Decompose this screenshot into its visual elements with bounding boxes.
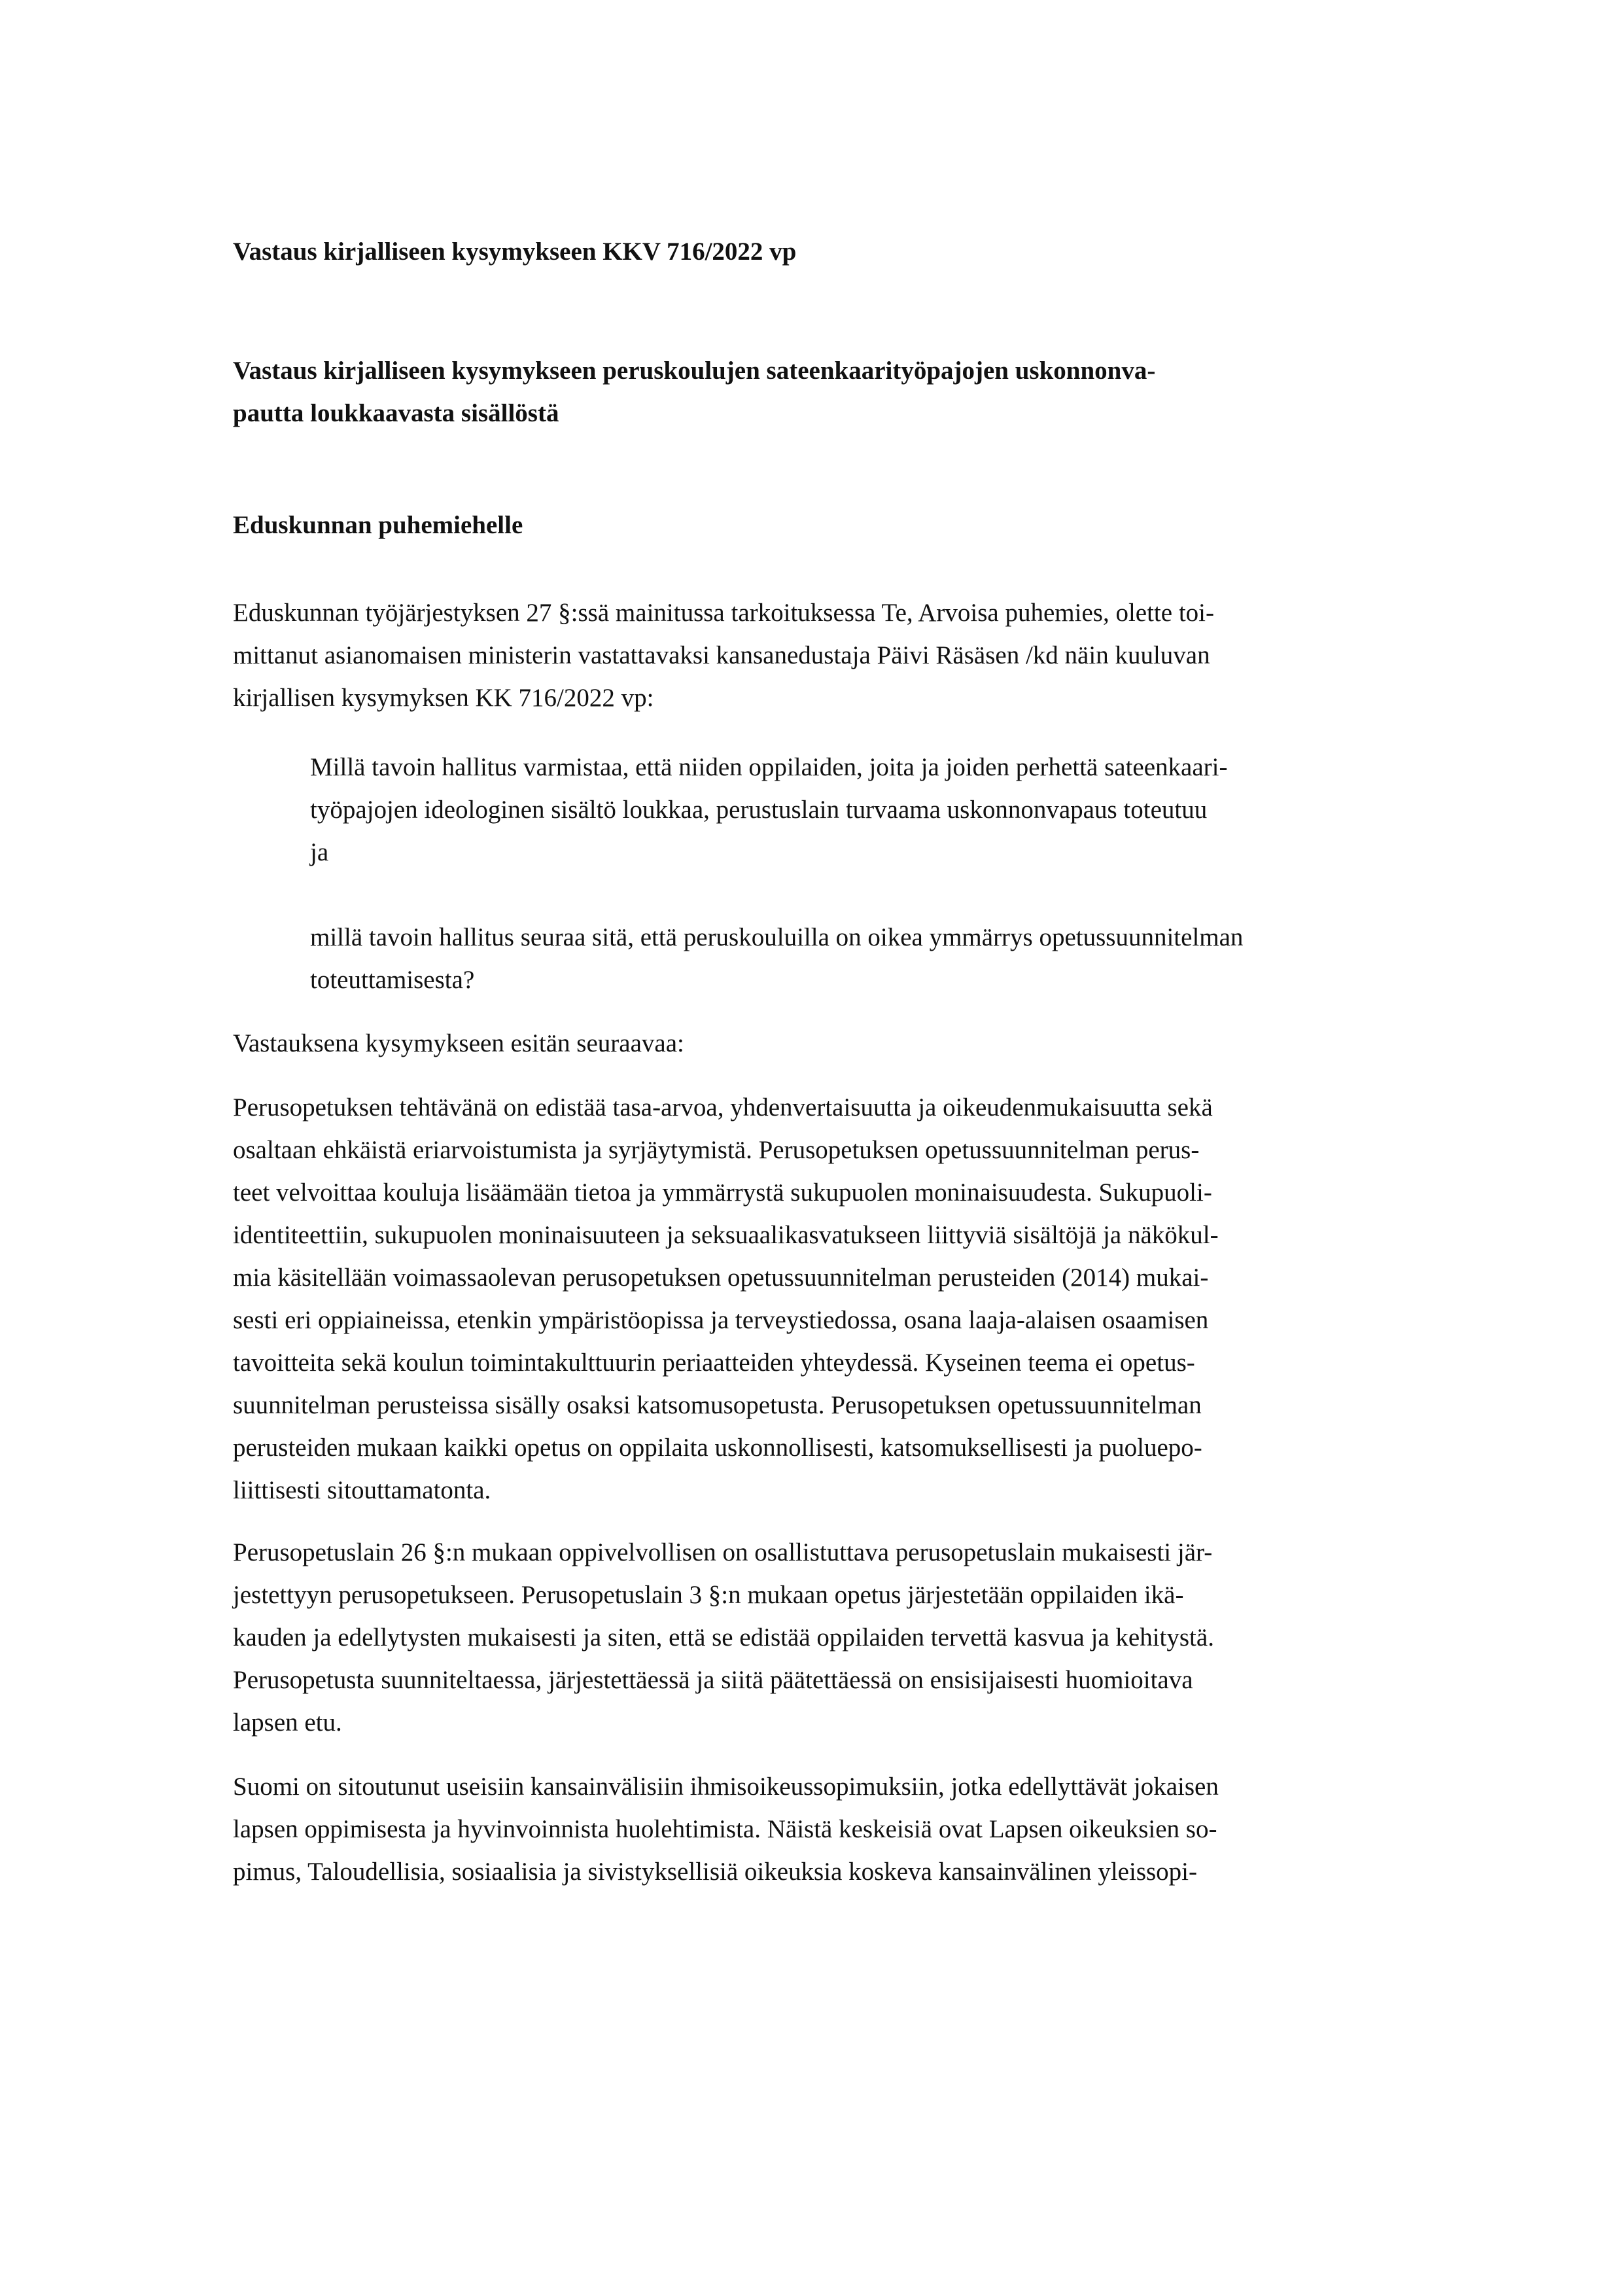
paragraph-line: osaltaan ehkäistä eriarvoistumista ja syrjäytymistä. Perusopetuksen opetussuunnitelman perus- [233,1136,1200,1164]
paragraph-1 [233,1086,1397,1511]
paragraph-line: mia käsitellään voimassaolevan perusopetuksen opetussuunnitelman perusteiden (2014) mukai- [233,1263,1209,1292]
document-subtitle [233,349,1397,434]
question-line: millä tavoin hallitus seuraa sitä, että peruskouluilla on oikea ymmärrys opetussuunnitelman [310,923,1244,951]
paragraph-3 [233,1765,1397,1893]
paragraph-line: identiteettiin, sukupuolen moninaisuuteen ja seksuaalikasvatukseen liittyviä sisältöjä ja näkökul- [233,1221,1219,1249]
paragraph-line: pimus, Taloudellisia, sosiaalisia ja sivistyksellisiä oikeuksia koskeva kansainvälinen yleissopi- [233,1858,1198,1886]
paragraph-line: suunnitelman perusteissa sisälly osaksi katsomusopetusta. Perusopetuksen opetussuunnitelman [233,1391,1202,1419]
question-line: työpajojen ideologinen sisältö loukkaa, perustuslain turvaama uskonnonvapaus toteutuu [310,796,1208,824]
paragraph-2 [233,1531,1397,1744]
paragraph-line: tavoitteita sekä koulun toimintakulttuurin periaatteiden yhteydessä. Kyseinen teema ei opetus- [233,1349,1195,1377]
question-line: Millä tavoin hallitus varmistaa, että niiden oppilaiden, joita ja joiden perhettä sateenkaari- [310,753,1228,781]
paragraph-line: Suomi on sitoutunut useisiin kansainvälisiin ihmisoikeussopimuksiin, jotka edellyttävät jokaisen [233,1773,1219,1801]
intro-paragraph [233,592,1397,719]
paragraph-line: Perusopetuslain 26 §:n mukaan oppivelvollisen on osallistuttava perusopetuslain mukaisesti jär- [233,1538,1213,1566]
paragraph-line: kauden ja edellytysten mukaisesti ja siten, että se edistää oppilaiden tervettä kasvua ja kehitystä. [233,1623,1214,1651]
paragraph-line: lapsen etu. [233,1708,342,1737]
question-1-quote [310,746,1422,874]
document-title: Vastaus kirjalliseen kysymykseen KKV 716/2022 vp [233,238,797,266]
paragraph-line: jestettyyn perusopetukseen. Perusopetuslain 3 §:n mukaan opetus järjestetään oppilaiden ikä- [233,1581,1184,1609]
addressee-heading: Eduskunnan puhemiehelle [233,511,523,539]
subtitle-line: Vastaus kirjalliseen kysymykseen peruskoulujen sateenkaarityöpajojen uskonnonva- [233,357,1156,385]
paragraph-line: liittisesti sitouttamatonta. [233,1476,491,1504]
paragraph-line: lapsen oppimisesta ja hyvinvoinnista huolehtimista. Näistä keskeisiä ovat Lapsen oikeuksien so- [233,1815,1217,1843]
question-2-quote [310,916,1422,1001]
paragraph-line: Perusopetuksen tehtävänä on edistää tasa-arvoa, yhdenvertaisuutta ja oikeudenmukaisuutta sekä [233,1093,1213,1122]
answer-intro: Vastauksena kysymykseen esitän seuraavaa: [233,1029,684,1057]
question-line: toteuttamisesta? [310,966,475,994]
intro-line: kirjallisen kysymyksen KK 716/2022 vp: [233,684,654,712]
paragraph-line: teet velvoittaa kouluja lisäämään tietoa ja ymmärrystä sukupuolen moninaisuudesta. Sukupuoli- [233,1178,1212,1207]
paragraph-line: perusteiden mukaan kaikki opetus on oppilaita uskonnollisesti, katsomuksellisesti ja puoluepo- [233,1434,1202,1462]
question-line: ja [310,838,329,866]
subtitle-line: pautta loukkaavasta sisällöstä [233,399,559,427]
intro-line: Eduskunnan työjärjestyksen 27 §:ssä mainitussa tarkoituksessa Te, Arvoisa puhemies, olette toi- [233,599,1214,627]
intro-line: mittanut asianomaisen ministerin vastattavaksi kansanedustaja Päivi Räsäsen /kd näin kuuluvan [233,641,1210,669]
paragraph-line: Perusopetusta suunniteltaessa, järjestettäessä ja siitä päätettäessä on ensisijaisesti huomioitava [233,1666,1193,1694]
paragraph-line: sesti eri oppiaineissa, etenkin ympäristöopissa ja terveystiedossa, osana laaja-alaisen osaamisen [233,1306,1209,1334]
